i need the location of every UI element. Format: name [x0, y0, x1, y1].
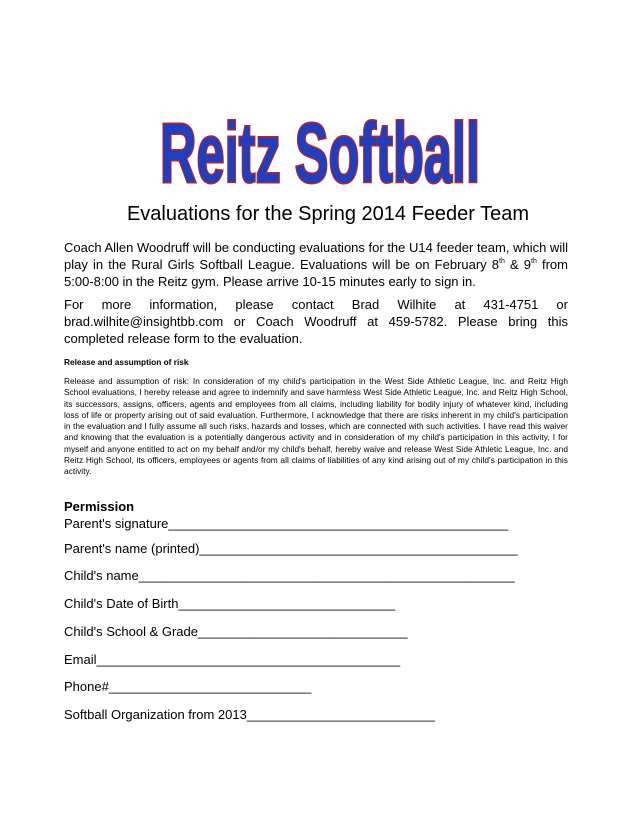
logo-wordmark	[150, 96, 490, 196]
release-body: Release and assumption of risk: In consideration of my child's participation in the West Side Athletic League, Inc. and Reitz High School evaluations, I hereby release and agree to indemnify and save harmless West Side Athletic League, Inc. and Reitz High School, its successors, assigns, officers, agents and employees from all claims, including liability for bodily injury of whatever kind, including loss of life or property arising out of said evaluation. Furthermore, I acknowledge that there are risks inherent in my child's participation in the evaluation and I fully assume all such risks, hazards and losses, which are connected with such activities. I have read this waiver and knowing that the evaluation is a potentially dangerous activity and in consideration of my child's participation in this activity, I for myself and anyone entitled to act on my behalf and/or my child's behalf, hereby waive and release West Side Athletic League, Inc. and Reitz High School, its officers, employees or agents from all claims of liabilities of any kind arising out of my child's participation in this activity.	[64, 376, 568, 477]
child-dob-field[interactable]: Child's Date of Birth______________________________	[64, 596, 396, 611]
intro-text-3: from 5:00-8:00 in the Reitz gym. Please arrive 10-15 minutes early to sign in.	[64, 257, 568, 289]
email-field[interactable]: Email__________________________________________	[64, 652, 401, 667]
reitz-softball-logo	[150, 96, 490, 196]
softball-org-field[interactable]: Softball Organization from 2013__________________________	[64, 707, 435, 722]
intro-text-2: & 9	[504, 257, 532, 272]
phone-field[interactable]: Phone#____________________________	[64, 679, 312, 694]
release-heading: Release and assumption of risk	[64, 357, 189, 367]
intro-paragraph	[64, 239, 568, 290]
child-school-field[interactable]: Child's School & Grade_____________________________	[64, 624, 408, 639]
logo-text: Reitz Softball	[160, 106, 480, 196]
parent-name-field[interactable]: Parent's name (printed)____________________________________________	[64, 541, 518, 556]
permission-title: Permission	[64, 499, 135, 514]
page-heading: Evaluations for the Spring 2014 Feeder Team	[126, 203, 530, 225]
intro-sup-2: th	[531, 258, 537, 265]
intro-sup-1: th	[499, 258, 505, 265]
parent-signature-field[interactable]: Parent's signature_______________________________________________	[64, 516, 509, 531]
child-name-field[interactable]: Child's name____________________________________________________	[64, 568, 515, 583]
contact-paragraph: For more information, please contact Brad Wilhite at 431-4751 or brad.wilhite@insightbb.com or Coach Woodruff at 459-5782. Please bring this completed release form to the evaluation.	[64, 297, 568, 346]
intro-text-1: Coach Allen Woodruff will be conducting evaluations for the U14 feeder team, which will play in the Rural Girls Softball League. Evaluations will be on February 8	[64, 240, 568, 272]
